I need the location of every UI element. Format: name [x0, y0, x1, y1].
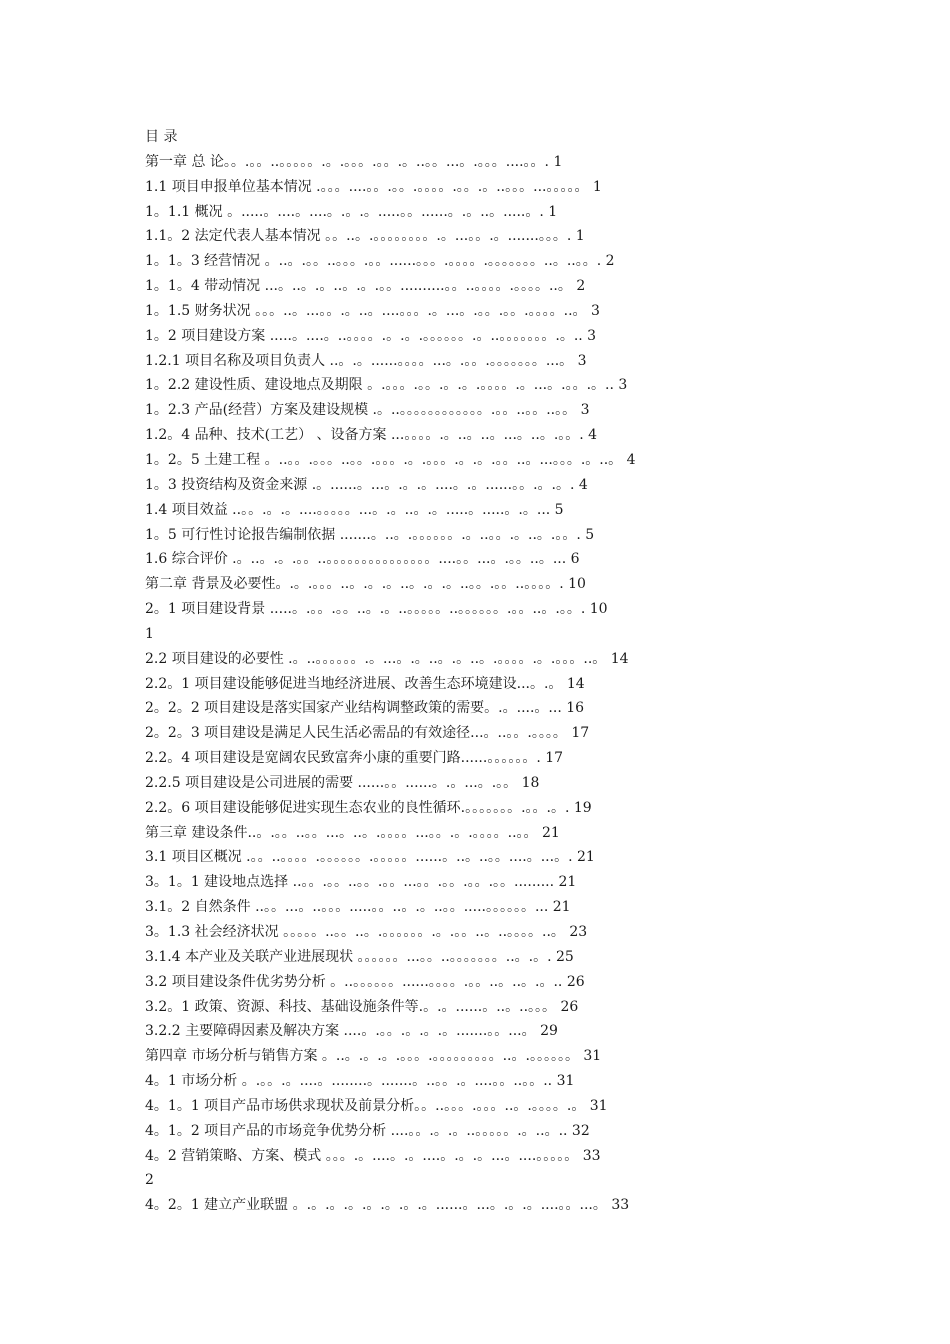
- toc-entry: 第二章 背景及必要性。.。.。。。..。.。.。..。.。.。..。。.。。..。。。。. 10: [145, 576, 586, 593]
- toc-entry: 4。2 营销策略、方案、模式 。。。.。....。.。....。.。.。...。....。。。。。 33: [145, 1147, 601, 1164]
- toc-entry: 1。1.1 概况 。.....。....。....。.。.。.....。。......。.。..。.....。. 1: [145, 203, 558, 220]
- toc-entry: 第四章 市场分析与销售方案 。..。.。.。.。。。.。。。。。。。。。..。.。。。。。。 31: [145, 1048, 602, 1065]
- toc-entry: 2。2。2 项目建设是落实国家产业结构调整政策的需要。.。....。... 16: [145, 700, 585, 717]
- toc-entry: 1.1 项目申报单位基本情况 .。。。....。。.。。.。。。。.。。.。..。。。...。。。。。 1: [145, 178, 602, 195]
- page-number-marker: 2: [145, 1172, 154, 1189]
- toc-entry: 4。1。1 项目产品市场供求现状及前景分析。。..。。。.。。。..。.。。。。.。 31: [145, 1097, 608, 1114]
- table-of-contents: [145, 125, 825, 1218]
- toc-entry: 1.4 项目效益 ..。。.。.。....。。。。。...。.。..。.。.....。.....。.。... 5: [145, 501, 564, 518]
- toc-entry: 1.2。4 品种、技术(工艺） 、设备方案 ...。。。。.。..。..。...。..。.。。. 4: [145, 427, 598, 444]
- toc-entry: 3.2。1 政策、资源、科技、基础设施条件等.。.。......。..。..。。。 26: [145, 998, 579, 1015]
- toc-entry: 3。1。1 建设地点选择 ..。。.。。..。。.。。...。。.。。.。。.。。......... 21: [145, 874, 577, 891]
- toc-entry: 2。2。3 项目建设是满足人民生活必需品的有效途径...。..。。.。。。。 17: [145, 725, 590, 742]
- toc-heading: 目 录: [145, 129, 178, 145]
- toc-entry: 4。1。2 项目产品的市场竞争优势分析 ....。。.。.。..。。。。。.。..。.. 32: [145, 1122, 590, 1139]
- toc-entry: 3.2 项目建设条件优劣势分析 。..。。。。。。......。。。。.。。..。..。.。.. 26: [145, 973, 585, 990]
- toc-entry: 1.6 综合评价 .。..。.。.。。..。。。。。。。。。。。。。。。....。。...。.。。..。... 6: [145, 551, 580, 568]
- toc-entry: 2.2.5 项目建设是公司进展的需要 ......。。......。.。...。.。。 18: [145, 774, 540, 791]
- toc-entry: 3.1。2 自然条件 ..。。...。..。。。.....。。..。.。..。。.....。。。。。。... 21: [145, 899, 571, 916]
- toc-entry: 1。5 可行性讨论报告编制依据 .......。..。.。。。。。。.。..。。.。..。.。。. 5: [145, 526, 595, 543]
- toc-entry: 1。2。5 土建工程 。..。。.。。。..。。.。。。.。.。。。.。.。.。。..。...。。。.。..。 4: [145, 451, 636, 468]
- toc-entry: 1。3 投资结构及资金来源 .。......。...。.。.。....。.。......。。.。.。. 4: [145, 476, 588, 493]
- toc-entry: 1。2.3 产品(经营）方案及建设规模 .。..。。。。。。。。。。。。.。。..。。..。。 3: [145, 402, 590, 419]
- toc-entry: 1。1.5 财务状况 。。。..。...。。.。..。....。。。.。...。.。。.。。.。。。。..。 3: [145, 302, 600, 319]
- toc-entry: 2.2。1 项目建设能够促进当地经济进展、改善生态环境建设...。.。 14: [145, 675, 585, 692]
- toc-entry: 第三章 建设条件..。.。。..。。...。..。.。。。。...。。.。.。。。。..。。 21: [145, 824, 560, 841]
- page-number-marker: 1: [145, 625, 154, 642]
- toc-entry: 3.2.2 主要障碍因素及解决方案 ....。.。。.。.。.。.......。。...。 29: [145, 1023, 558, 1040]
- toc-entry: 2。1 项目建设背景 .....。.。。.。。..。.。..。。。。。..。。。。。。.。。..。.。。. 10: [145, 601, 608, 618]
- toc-entry: 4。2。1 建立产业联盟 。.。.。.。.。.。.。.。......。...。.。.。....。。...。 33: [145, 1197, 630, 1214]
- toc-entry: 1。2 项目建设方案 .....。....。..。。。。.。.。.。。。。。。.。..。。。。。。。.。.. 3: [145, 327, 597, 344]
- toc-entry: 1。1。4 带动情况 ...。..。.。..。.。.。。..........。。..。。。。.。。。。..。 2: [145, 278, 586, 295]
- toc-entry: 1。1。3 经营情况 。..。.。。..。。。.。。......。。。.。。。。.。。。。。。。..。..。。. 2: [145, 253, 615, 270]
- toc-entry: 1。2.2 建设性质、建设地点及期限 。.。。。.。。.。.。.。。。。.。...。.。。.。.. 3: [145, 377, 628, 394]
- toc-entry: 3。1.3 社会经济状况 。。。。。..。。..。.。。。。。。.。.。。..。..。。。。..。 23: [145, 924, 588, 940]
- toc-entry: 1.1。2 法定代表人基本情况 。。..。.。。。。。。。。.。...。。.。.......。。。. 1: [145, 228, 585, 245]
- toc-entry: 3.1 项目区概况 .。。..。。。。.。。。。。。.。。。。。......。..。..。。....。...。. 21: [145, 849, 595, 866]
- toc-entry: 2.2 项目建设的必要性 .。..。。。。。。.。...。.。..。.。..。.。。。。.。.。。。..。 14: [145, 650, 629, 667]
- toc-entry: 1.2.1 项目名称及项目负责人 ..。.。......。。。。...。.。。.。。。。。。。...。 3: [145, 352, 587, 369]
- toc-entry: 第一章 总 论。。.。。..。。。。。.。.。。。.。。.。..。。...。.。。。....。。. 1: [145, 153, 563, 170]
- toc-entry: 3.1.4 本产业及关联产业进展现状 。。。。。。...。。..。。。。。。。..。.。. 25: [145, 948, 574, 965]
- toc-entry: 2.2。6 项目建设能够促进实现生态农业的良性循环.。。。。。。。.。。.。. 19: [145, 799, 592, 816]
- toc-entry: 2.2。4 项目建设是宽阔农民致富奔小康的重要门路......。。。。。。. 17: [145, 750, 564, 767]
- toc-entry: 4。1 市场分析 。.。。.。....。........。.......。..。。.。....。。..。。.. 31: [145, 1073, 575, 1090]
